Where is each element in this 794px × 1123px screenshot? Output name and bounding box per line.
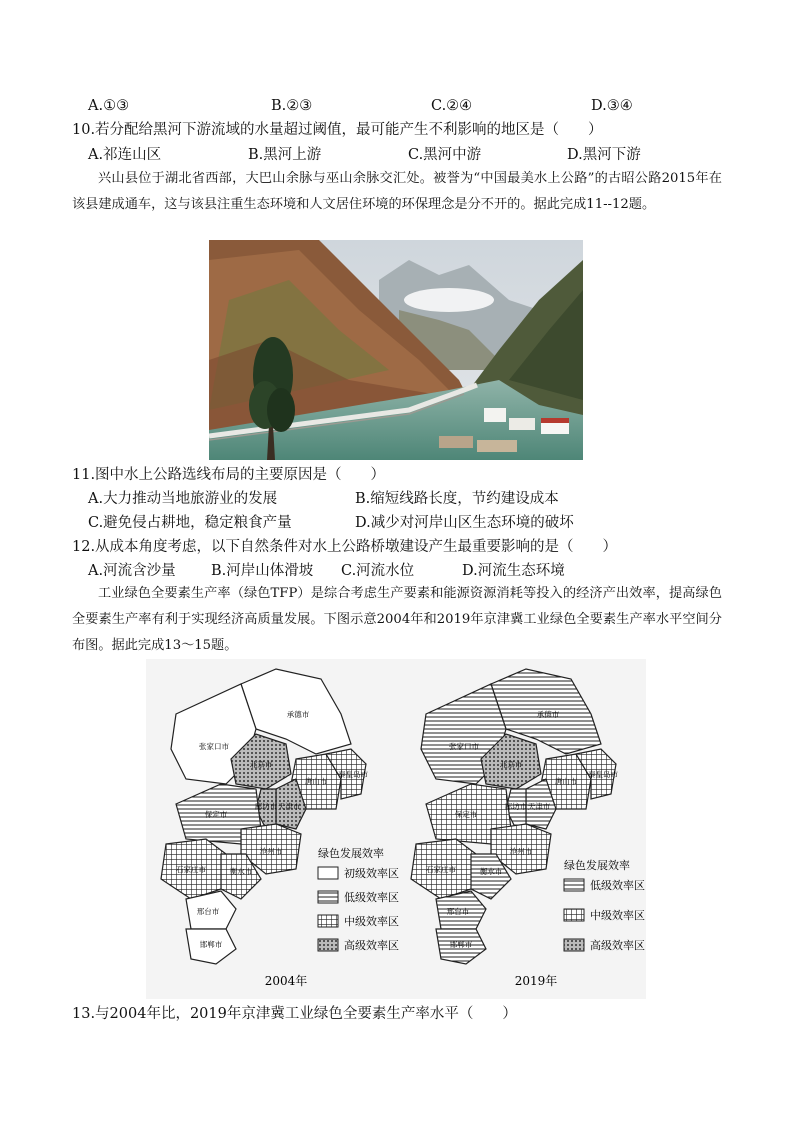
q11-option-a: A.大力推动当地旅游业的发展 — [88, 491, 278, 507]
legend-2004 — [318, 846, 399, 952]
label-cangzhou-2004: 沧州市 — [259, 847, 283, 856]
label-xingtai-2019: 邢台市 — [446, 907, 470, 916]
label-chengde-2004: 承德市 — [286, 710, 310, 719]
label-tianjin-2004: 天津市 — [277, 802, 301, 811]
q10-option-b: B.黑河上游 — [248, 147, 322, 163]
label-tangshan-2004: 唐山市 — [304, 777, 328, 786]
passage-xingshan: 兴山县位于湖北省西部，大巴山余脉与巫山余脉交汇处。被誉为“中国最美水上公路”的古昭公路2015年在该县建成通车，这与该县注重生态环境和人文居住环境的环保理念是分不开的。据此完成11--12题。 — [72, 171, 722, 212]
label-langfang-2019: 廊坊市 — [504, 802, 528, 811]
label-zhangjiakou-2004: 张家口市 — [199, 742, 229, 751]
q9-option-d: D.③④ — [591, 98, 633, 114]
label-baoding-2019: 保定市 — [454, 810, 478, 819]
label-qinhuangdao-2004: 秦皇岛市 — [338, 770, 368, 779]
q10-option-d: D.黑河下游 — [567, 147, 641, 163]
legend-2019-item-2: 高级效率区 — [590, 939, 645, 952]
passage-green-tfp: 工业绿色全要素生产率（绿色TFP）是综合考虑生产要素和能源资源消耗等投入的经济产出效率，提高绿色全要素生产率有利于实现经济高质量发展。下图示意2004年和2019年京津冀工业绿色全要素生产率水平空间分布图。据此完成13～15题。 — [72, 586, 722, 653]
label-hengshui-2019: 衡水市 — [479, 867, 503, 876]
label-langfang-2004: 廊坊市 — [254, 802, 278, 811]
q11-option-c: C.避免侵占耕地，稳定粮食产量 — [88, 515, 292, 531]
label-beijing-2004: 北京市 — [249, 760, 273, 769]
label-handan-2019: 邯郸市 — [449, 940, 473, 949]
label-qinhuangdao-2019: 秦皇岛市 — [588, 770, 618, 779]
label-tianjin-2019: 天津市 — [527, 802, 551, 811]
label-handan-2004: 邯郸市 — [199, 940, 223, 949]
q12-option-d: D.河流生态环境 — [462, 563, 565, 579]
q9-option-c: C.②④ — [431, 98, 473, 114]
q10-option-c: C.黑河中游 — [408, 147, 482, 163]
label-zhangjiakou-2019: 张家口市 — [449, 742, 479, 751]
legend-title-2004: 绿色发展效率 — [318, 847, 384, 860]
q11-option-d: D.减少对河岸山区生态环境的破坏 — [355, 515, 574, 531]
q10-option-a: A.祁连山区 — [88, 147, 162, 163]
q9-option-a: A.①③ — [88, 98, 130, 114]
label-tangshan-2019: 唐山市 — [554, 777, 578, 786]
jingjinji-tfp-maps — [146, 659, 646, 999]
legend-2019-item-1: 中级效率区 — [590, 909, 645, 922]
q10-stem: 10.若分配给黑河下游流域的水量超过阈值，最可能产生不利影响的地区是（ ） — [72, 122, 603, 138]
year-2004: 2004年 — [264, 974, 308, 988]
q12-option-a: A.河流含沙量 — [88, 563, 176, 579]
label-hengshui-2004: 衡水市 — [229, 867, 253, 876]
q12-stem: 12.从成本角度考虑，以下自然条件对水上公路桥墩建设产生最重要影响的是（ ） — [72, 539, 618, 555]
legend-2004-item-3: 高级效率区 — [344, 939, 399, 952]
legend-2019-item-0: 低级效率区 — [590, 879, 645, 892]
legend-2004-item-0: 初级效率区 — [344, 867, 399, 880]
q11-option-b: B.缩短线路长度，节约建设成本 — [355, 491, 559, 507]
q12-option-b: B.河岸山体滑坡 — [211, 563, 314, 579]
year-2019: 2019年 — [514, 974, 558, 988]
legend-title-2019: 绿色发展效率 — [564, 859, 630, 872]
map-2019 — [411, 669, 616, 964]
q12-option-c: C.河流水位 — [341, 563, 415, 579]
q11-stem: 11.图中水上公路选线布局的主要原因是（ ） — [72, 467, 386, 483]
label-cangzhou-2019: 沧州市 — [509, 847, 533, 856]
label-shijiazhuang-2004: 石家庄市 — [176, 865, 206, 874]
water-highway-photo — [209, 240, 583, 460]
q13-stem: 13.与2004年比，2019年京津冀工业绿色全要素生产率水平（ ） — [72, 1006, 517, 1022]
legend-2004-item-2: 中级效率区 — [344, 915, 399, 928]
q9-option-b: B.②③ — [271, 98, 313, 114]
label-chengde-2019: 承德市 — [536, 710, 560, 719]
label-baoding-2004: 保定市 — [204, 810, 228, 819]
legend-2019 — [564, 858, 645, 952]
label-shijiazhuang-2019: 石家庄市 — [426, 865, 456, 874]
label-beijing-2019: 北京市 — [499, 760, 523, 769]
legend-2004-item-1: 低级效率区 — [344, 891, 399, 904]
label-xingtai-2004: 邢台市 — [196, 907, 220, 916]
